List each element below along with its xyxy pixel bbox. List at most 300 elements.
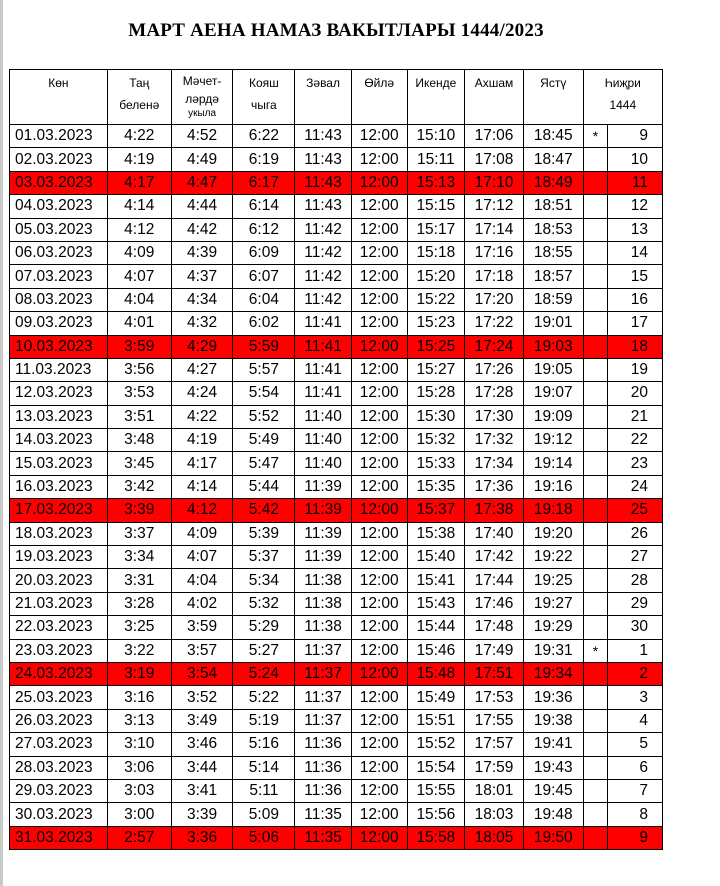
mosque-fajr-cell: 4:14	[171, 475, 233, 498]
sunrise-cell: 6:14	[233, 195, 295, 218]
zawal-cell: 11:37	[295, 639, 352, 662]
asr-cell: 15:46	[407, 639, 465, 662]
hijri-day-cell: 24	[608, 475, 663, 498]
mosque-fajr-cell: 3:46	[171, 733, 233, 756]
hijri-marker-cell	[583, 148, 608, 171]
fajr-cell: 3:59	[107, 335, 171, 358]
date-cell: 10.03.2023	[10, 335, 108, 358]
sunrise-cell: 5:37	[233, 546, 295, 569]
dhuhr-cell: 12:00	[351, 218, 407, 241]
isha-cell: 18:49	[523, 171, 583, 194]
asr-cell: 15:38	[407, 522, 465, 545]
isha-cell: 18:57	[523, 265, 583, 288]
maghrib-cell: 17:08	[465, 148, 524, 171]
hijri-marker-cell	[583, 358, 608, 381]
asr-cell: 15:33	[407, 452, 465, 475]
dhuhr-cell: 12:00	[351, 639, 407, 662]
zawal-cell: 11:39	[295, 475, 352, 498]
fajr-cell: 3:34	[107, 546, 171, 569]
table-row	[10, 779, 663, 802]
header-mosque-fajr: Мәчет- ләрдә укыла	[171, 70, 233, 125]
date-cell: 21.03.2023	[10, 592, 108, 615]
sunrise-cell: 5:39	[233, 522, 295, 545]
hijri-day-cell: 23	[608, 452, 663, 475]
zawal-cell: 11:36	[295, 756, 352, 779]
header-hijri: Һиҗри 1444	[583, 70, 662, 125]
table-row	[10, 452, 663, 475]
asr-cell: 15:23	[407, 312, 465, 335]
fajr-cell: 3:13	[107, 709, 171, 732]
hijri-day-cell: 25	[608, 499, 663, 522]
fajr-cell: 2:57	[107, 826, 171, 849]
table-row	[10, 733, 663, 756]
table-row	[10, 312, 663, 335]
isha-cell: 18:47	[523, 148, 583, 171]
isha-cell: 19:05	[523, 358, 583, 381]
fajr-cell: 3:53	[107, 382, 171, 405]
hijri-day-cell: 27	[608, 546, 663, 569]
isha-cell: 19:41	[523, 733, 583, 756]
table-row	[10, 241, 663, 264]
asr-cell: 15:27	[407, 358, 465, 381]
hijri-marker-cell	[583, 803, 608, 826]
mosque-fajr-cell: 4:02	[171, 592, 233, 615]
hijri-day-cell: 7	[608, 779, 663, 802]
header-zawal: Зәвал	[295, 70, 352, 125]
asr-cell: 15:17	[407, 218, 465, 241]
table-row	[10, 125, 663, 148]
sunrise-cell: 5:06	[233, 826, 295, 849]
zawal-cell: 11:42	[295, 288, 352, 311]
isha-cell: 19:22	[523, 546, 583, 569]
date-cell: 14.03.2023	[10, 429, 108, 452]
hijri-marker-cell: *	[583, 125, 608, 148]
zawal-cell: 11:36	[295, 779, 352, 802]
table-row	[10, 639, 663, 662]
isha-cell: 19:43	[523, 756, 583, 779]
table-row	[10, 405, 663, 428]
asr-cell: 15:20	[407, 265, 465, 288]
fajr-cell: 4:22	[107, 125, 171, 148]
fajr-cell: 4:07	[107, 265, 171, 288]
header-date: Көн	[10, 70, 108, 125]
dhuhr-cell: 12:00	[351, 265, 407, 288]
maghrib-cell: 17:10	[465, 171, 524, 194]
sunrise-cell: 5:32	[233, 592, 295, 615]
hijri-marker-cell	[583, 452, 608, 475]
maghrib-cell: 17:55	[465, 709, 524, 732]
zawal-cell: 11:42	[295, 241, 352, 264]
hijri-day-cell: 8	[608, 803, 663, 826]
sunrise-cell: 6:12	[233, 218, 295, 241]
table-body	[10, 125, 663, 850]
sunrise-cell: 5:14	[233, 756, 295, 779]
mosque-fajr-cell: 3:52	[171, 686, 233, 709]
hijri-day-cell: 26	[608, 522, 663, 545]
maghrib-cell: 17:42	[465, 546, 524, 569]
page-edge	[0, 0, 3, 886]
sunrise-cell: 5:24	[233, 662, 295, 685]
date-cell: 29.03.2023	[10, 779, 108, 802]
date-cell: 27.03.2023	[10, 733, 108, 756]
zawal-cell: 11:35	[295, 826, 352, 849]
maghrib-cell: 17:22	[465, 312, 524, 335]
asr-cell: 15:18	[407, 241, 465, 264]
dhuhr-cell: 12:00	[351, 733, 407, 756]
fajr-cell: 3:16	[107, 686, 171, 709]
sunrise-cell: 5:19	[233, 709, 295, 732]
isha-cell: 19:31	[523, 639, 583, 662]
isha-cell: 19:18	[523, 499, 583, 522]
hijri-marker-cell	[583, 405, 608, 428]
hijri-day-cell: 1	[608, 639, 663, 662]
asr-cell: 15:49	[407, 686, 465, 709]
asr-cell: 15:11	[407, 148, 465, 171]
date-cell: 23.03.2023	[10, 639, 108, 662]
zawal-cell: 11:40	[295, 452, 352, 475]
asr-cell: 15:48	[407, 662, 465, 685]
zawal-cell: 11:41	[295, 312, 352, 335]
table-row	[10, 475, 663, 498]
date-cell: 08.03.2023	[10, 288, 108, 311]
sunrise-cell: 6:17	[233, 171, 295, 194]
zawal-cell: 11:35	[295, 803, 352, 826]
table-row	[10, 826, 663, 849]
mosque-fajr-cell: 4:37	[171, 265, 233, 288]
mosque-fajr-cell: 4:19	[171, 429, 233, 452]
table-row	[10, 662, 663, 685]
hijri-marker-cell	[583, 779, 608, 802]
isha-cell: 19:12	[523, 429, 583, 452]
header-sunrise: Кояш чыга	[233, 70, 295, 125]
asr-cell: 15:56	[407, 803, 465, 826]
hijri-marker-cell	[583, 499, 608, 522]
isha-cell: 19:14	[523, 452, 583, 475]
mosque-fajr-cell: 4:49	[171, 148, 233, 171]
asr-cell: 15:41	[407, 569, 465, 592]
hijri-day-cell: 4	[608, 709, 663, 732]
dhuhr-cell: 12:00	[351, 171, 407, 194]
date-cell: 16.03.2023	[10, 475, 108, 498]
table-row	[10, 499, 663, 522]
fajr-cell: 3:45	[107, 452, 171, 475]
asr-cell: 15:51	[407, 709, 465, 732]
dhuhr-cell: 12:00	[351, 241, 407, 264]
hijri-marker-cell	[583, 265, 608, 288]
hijri-marker-cell	[583, 709, 608, 732]
date-cell: 19.03.2023	[10, 546, 108, 569]
hijri-day-cell: 12	[608, 195, 663, 218]
mosque-fajr-cell: 4:32	[171, 312, 233, 335]
dhuhr-cell: 12:00	[351, 616, 407, 639]
fajr-cell: 4:12	[107, 218, 171, 241]
table-row	[10, 358, 663, 381]
mosque-fajr-cell: 4:27	[171, 358, 233, 381]
hijri-day-cell: 28	[608, 569, 663, 592]
isha-cell: 19:27	[523, 592, 583, 615]
table-row	[10, 429, 663, 452]
maghrib-cell: 17:20	[465, 288, 524, 311]
hijri-day-cell: 9	[608, 125, 663, 148]
table-row	[10, 148, 663, 171]
sunrise-cell: 6:22	[233, 125, 295, 148]
hijri-day-cell: 22	[608, 429, 663, 452]
hijri-day-cell: 5	[608, 733, 663, 756]
maghrib-cell: 17:36	[465, 475, 524, 498]
dhuhr-cell: 12:00	[351, 592, 407, 615]
maghrib-cell: 17:32	[465, 429, 524, 452]
maghrib-cell: 17:26	[465, 358, 524, 381]
mosque-fajr-cell: 3:59	[171, 616, 233, 639]
maghrib-cell: 17:16	[465, 241, 524, 264]
date-cell: 22.03.2023	[10, 616, 108, 639]
sunrise-cell: 5:57	[233, 358, 295, 381]
hijri-day-cell: 29	[608, 592, 663, 615]
dhuhr-cell: 12:00	[351, 826, 407, 849]
hijri-marker-cell	[583, 662, 608, 685]
hijri-marker-cell	[583, 616, 608, 639]
hijri-day-cell: 16	[608, 288, 663, 311]
asr-cell: 15:54	[407, 756, 465, 779]
mosque-fajr-cell: 3:36	[171, 826, 233, 849]
hijri-day-cell: 11	[608, 171, 663, 194]
isha-cell: 19:29	[523, 616, 583, 639]
table-row	[10, 265, 663, 288]
zawal-cell: 11:43	[295, 148, 352, 171]
hijri-day-cell: 13	[608, 218, 663, 241]
zawal-cell: 11:41	[295, 335, 352, 358]
maghrib-cell: 17:53	[465, 686, 524, 709]
dhuhr-cell: 12:00	[351, 569, 407, 592]
zawal-cell: 11:38	[295, 616, 352, 639]
dhuhr-cell: 12:00	[351, 546, 407, 569]
fajr-cell: 3:48	[107, 429, 171, 452]
table-row	[10, 218, 663, 241]
table-row	[10, 756, 663, 779]
zawal-cell: 11:38	[295, 569, 352, 592]
hijri-day-cell: 30	[608, 616, 663, 639]
asr-cell: 15:43	[407, 592, 465, 615]
sunrise-cell: 5:11	[233, 779, 295, 802]
hijri-day-cell: 14	[608, 241, 663, 264]
fajr-cell: 4:01	[107, 312, 171, 335]
hijri-day-cell: 19	[608, 358, 663, 381]
dhuhr-cell: 12:00	[351, 195, 407, 218]
dhuhr-cell: 12:00	[351, 686, 407, 709]
hijri-day-cell: 18	[608, 335, 663, 358]
zawal-cell: 11:42	[295, 265, 352, 288]
sunrise-cell: 5:27	[233, 639, 295, 662]
zawal-cell: 11:43	[295, 171, 352, 194]
sunrise-cell: 5:16	[233, 733, 295, 756]
table-row	[10, 382, 663, 405]
hijri-marker-cell: *	[583, 639, 608, 662]
table-row	[10, 616, 663, 639]
mosque-fajr-cell: 4:34	[171, 288, 233, 311]
table-row	[10, 803, 663, 826]
table-header-row	[10, 70, 663, 125]
mosque-fajr-cell: 4:09	[171, 522, 233, 545]
maghrib-cell: 17:44	[465, 569, 524, 592]
mosque-fajr-cell: 3:49	[171, 709, 233, 732]
maghrib-cell: 17:46	[465, 592, 524, 615]
asr-cell: 15:37	[407, 499, 465, 522]
hijri-day-cell: 15	[608, 265, 663, 288]
hijri-marker-cell	[583, 312, 608, 335]
table-row	[10, 709, 663, 732]
dhuhr-cell: 12:00	[351, 803, 407, 826]
asr-cell: 15:44	[407, 616, 465, 639]
isha-cell: 18:55	[523, 241, 583, 264]
date-cell: 13.03.2023	[10, 405, 108, 428]
header-fajr: Таң беленә	[107, 70, 171, 125]
sunrise-cell: 5:09	[233, 803, 295, 826]
mosque-fajr-cell: 4:29	[171, 335, 233, 358]
isha-cell: 18:51	[523, 195, 583, 218]
dhuhr-cell: 12:00	[351, 405, 407, 428]
isha-cell: 19:34	[523, 662, 583, 685]
hijri-marker-cell	[583, 592, 608, 615]
mosque-fajr-cell: 3:44	[171, 756, 233, 779]
hijri-marker-cell	[583, 546, 608, 569]
sunrise-cell: 6:04	[233, 288, 295, 311]
mosque-fajr-cell: 3:57	[171, 639, 233, 662]
maghrib-cell: 18:05	[465, 826, 524, 849]
header-asr: Икенде	[407, 70, 465, 125]
dhuhr-cell: 12:00	[351, 452, 407, 475]
hijri-marker-cell	[583, 382, 608, 405]
maghrib-cell: 17:06	[465, 125, 524, 148]
header-isha: Ястү	[523, 70, 583, 125]
dhuhr-cell: 12:00	[351, 429, 407, 452]
date-cell: 03.03.2023	[10, 171, 108, 194]
sunrise-cell: 6:02	[233, 312, 295, 335]
sunrise-cell: 6:19	[233, 148, 295, 171]
fajr-cell: 3:03	[107, 779, 171, 802]
isha-cell: 18:45	[523, 125, 583, 148]
mosque-fajr-cell: 4:12	[171, 499, 233, 522]
fajr-cell: 3:06	[107, 756, 171, 779]
sunrise-cell: 5:49	[233, 429, 295, 452]
asr-cell: 15:35	[407, 475, 465, 498]
asr-cell: 15:10	[407, 125, 465, 148]
table-row	[10, 288, 663, 311]
fajr-cell: 3:28	[107, 592, 171, 615]
fajr-cell: 3:31	[107, 569, 171, 592]
zawal-cell: 11:37	[295, 662, 352, 685]
zawal-cell: 11:43	[295, 125, 352, 148]
sunrise-cell: 6:07	[233, 265, 295, 288]
fajr-cell: 3:00	[107, 803, 171, 826]
maghrib-cell: 17:28	[465, 382, 524, 405]
hijri-day-cell: 2	[608, 662, 663, 685]
fajr-cell: 4:19	[107, 148, 171, 171]
date-cell: 20.03.2023	[10, 569, 108, 592]
mosque-fajr-cell: 4:42	[171, 218, 233, 241]
table-row	[10, 686, 663, 709]
table-row	[10, 171, 663, 194]
date-cell: 17.03.2023	[10, 499, 108, 522]
hijri-marker-cell	[583, 826, 608, 849]
hijri-marker-cell	[583, 522, 608, 545]
fajr-cell: 3:39	[107, 499, 171, 522]
hijri-marker-cell	[583, 241, 608, 264]
hijri-day-cell: 21	[608, 405, 663, 428]
sunrise-cell: 5:54	[233, 382, 295, 405]
hijri-marker-cell	[583, 569, 608, 592]
zawal-cell: 11:38	[295, 592, 352, 615]
mosque-fajr-cell: 4:52	[171, 125, 233, 148]
mosque-fajr-cell: 4:39	[171, 241, 233, 264]
dhuhr-cell: 12:00	[351, 335, 407, 358]
maghrib-cell: 18:01	[465, 779, 524, 802]
isha-cell: 19:38	[523, 709, 583, 732]
fajr-cell: 3:56	[107, 358, 171, 381]
zawal-cell: 11:40	[295, 405, 352, 428]
zawal-cell: 11:42	[295, 218, 352, 241]
isha-cell: 19:48	[523, 803, 583, 826]
dhuhr-cell: 12:00	[351, 382, 407, 405]
fajr-cell: 4:09	[107, 241, 171, 264]
mosque-fajr-cell: 4:22	[171, 405, 233, 428]
date-cell: 28.03.2023	[10, 756, 108, 779]
asr-cell: 15:55	[407, 779, 465, 802]
maghrib-cell: 17:57	[465, 733, 524, 756]
dhuhr-cell: 12:00	[351, 125, 407, 148]
asr-cell: 15:52	[407, 733, 465, 756]
fajr-cell: 3:22	[107, 639, 171, 662]
date-cell: 01.03.2023	[10, 125, 108, 148]
table-row	[10, 569, 663, 592]
maghrib-cell: 17:30	[465, 405, 524, 428]
maghrib-cell: 17:18	[465, 265, 524, 288]
maghrib-cell: 17:34	[465, 452, 524, 475]
hijri-day-cell: 6	[608, 756, 663, 779]
sunrise-cell: 5:47	[233, 452, 295, 475]
dhuhr-cell: 12:00	[351, 148, 407, 171]
date-cell: 18.03.2023	[10, 522, 108, 545]
asr-cell: 15:32	[407, 429, 465, 452]
date-cell: 02.03.2023	[10, 148, 108, 171]
isha-cell: 19:25	[523, 569, 583, 592]
zawal-cell: 11:41	[295, 382, 352, 405]
zawal-cell: 11:39	[295, 522, 352, 545]
maghrib-cell: 17:12	[465, 195, 524, 218]
zawal-cell: 11:39	[295, 499, 352, 522]
asr-cell: 15:40	[407, 546, 465, 569]
hijri-marker-cell	[583, 475, 608, 498]
hijri-marker-cell	[583, 686, 608, 709]
fajr-cell: 4:04	[107, 288, 171, 311]
isha-cell: 19:03	[523, 335, 583, 358]
mosque-fajr-cell: 3:39	[171, 803, 233, 826]
zawal-cell: 11:41	[295, 358, 352, 381]
isha-cell: 19:16	[523, 475, 583, 498]
fajr-cell: 3:42	[107, 475, 171, 498]
table-row	[10, 592, 663, 615]
table-row	[10, 195, 663, 218]
isha-cell: 18:59	[523, 288, 583, 311]
header-dhuhr: Өйлә	[351, 70, 407, 125]
table-row	[10, 546, 663, 569]
sunrise-cell: 5:59	[233, 335, 295, 358]
header-maghrib: Ахшам	[465, 70, 524, 125]
hijri-day-cell: 3	[608, 686, 663, 709]
maghrib-cell: 17:59	[465, 756, 524, 779]
mosque-fajr-cell: 3:41	[171, 779, 233, 802]
hijri-marker-cell	[583, 218, 608, 241]
zawal-cell: 11:39	[295, 546, 352, 569]
